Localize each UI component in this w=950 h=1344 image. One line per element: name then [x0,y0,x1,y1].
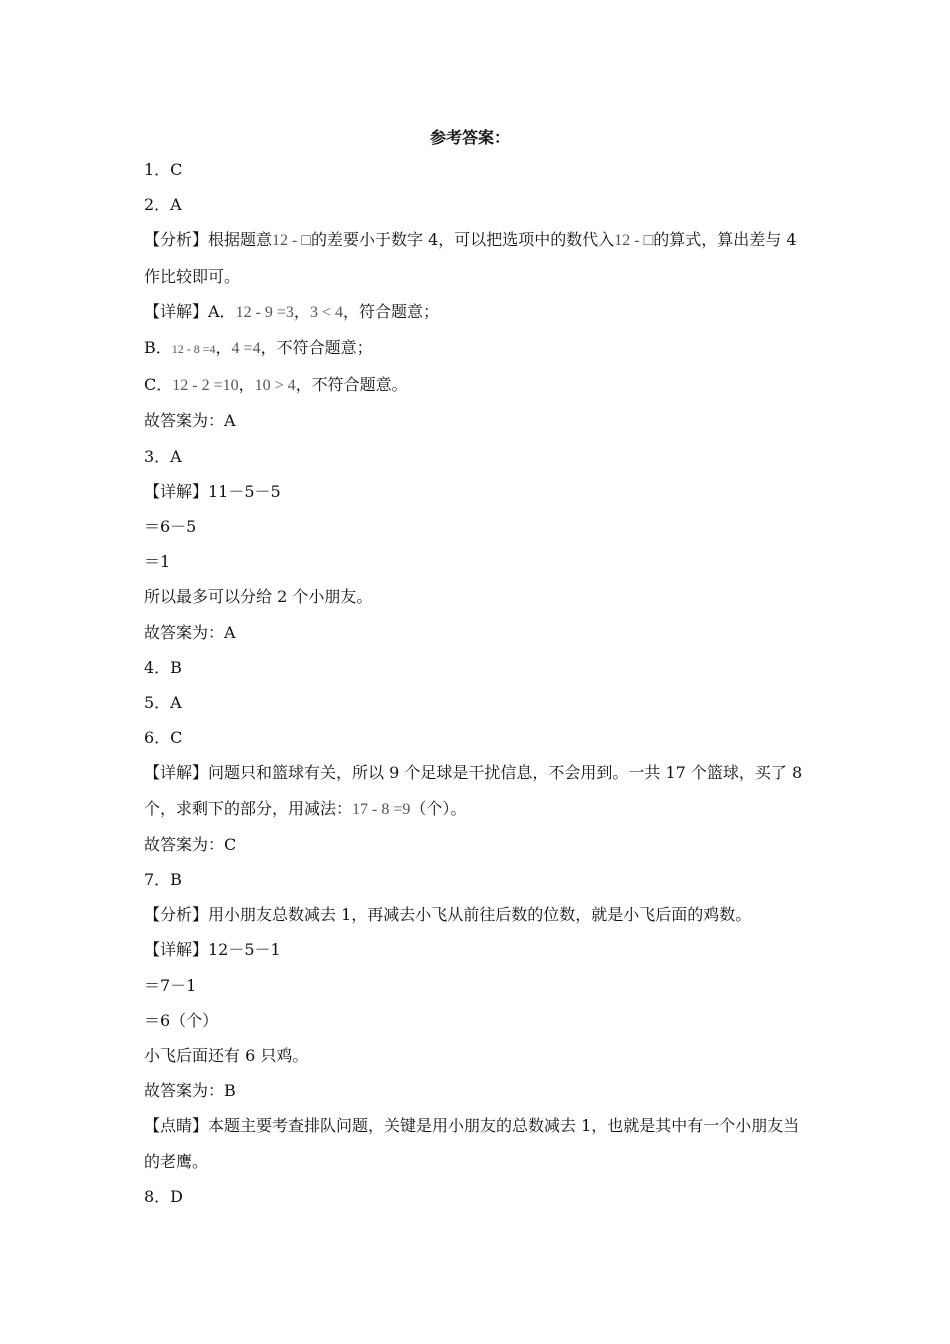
detail-2-a-formula-1: 12 - 9 =3 [235,303,294,321]
answer-2: 2．A [144,195,182,215]
detail-3-step-1: 【详解】11－5－5 [144,481,281,501]
answer-3: 3．A [144,446,182,466]
answer-key-title: 参考答案： [429,128,510,147]
detail-7-step-3: ＝6（个） [144,1010,219,1030]
detail-2-c-label: C． [144,375,173,395]
detail-2-c-comma: ， [238,375,255,395]
detail-6-text-b: （个）。 [410,798,467,818]
conclusion-2: 故答案为：A [144,411,236,431]
detail-7-statement: 小飞后面还有 6 只鸡。 [144,1046,309,1066]
analysis-2-formula-1: 12 - □ [272,232,312,250]
analysis-2-formula-2: 12 - □ [614,232,654,250]
conclusion-3: 故答案为：A [144,622,236,642]
detail-7-step-1: 【详解】12－5－1 [144,940,281,960]
analysis-7: 【分析】用小朋友总数减去 1，再减去小飞从前往后数的位数，就是小飞后面的鸡数。 [144,905,752,925]
answer-6: 6．C [144,728,183,748]
analysis-2-text-c: 的算式，算出差与 4 作比较即可。 [144,230,797,286]
detail-7-step-2: ＝7－1 [144,975,197,995]
detail-2-a-comma: ， [293,301,310,321]
detail-3-step-3: ＝1 [144,552,171,572]
conclusion-6: 故答案为：C [144,834,237,854]
detail-2-b-comma: ， [215,338,232,358]
answer-4: 4．B [144,657,182,677]
detail-2-c-formula-2: 10 > 4 [254,377,296,395]
analysis-2 [144,222,814,293]
detail-2-b-text: ，不符合题意； [260,338,373,358]
detail-2-c-text: ，不符合题意。 [295,375,408,395]
key-point-7: 【点睛】本题主要考查排队问题，关键是用小朋友的总数减去 1，也就是其中有一个小朋友当的老鹰。 [144,1116,800,1171]
detail-2-option-b [144,330,814,367]
analysis-2-text-a: 【分析】根据题意 [144,230,273,250]
detail-6-text-a: 【详解】问题只和篮球有关，所以 9 个足球是干扰信息，不会用到。一共 17 个篮球，买了 8 个，求剩下的部分，用减法： [144,763,803,818]
detail-3-step-2: ＝6－5 [144,517,197,537]
answer-7: 7．B [144,870,182,890]
detail-2-b-formula-2: 4 =4 [231,340,261,358]
detail-2-b-label: B． [144,338,172,358]
answer-8: 8．D [144,1186,184,1206]
detail-2-a-label: 【详解】A． [144,301,236,321]
detail-2-option-a [144,294,814,330]
conclusion-7: 故答案为：B [144,1081,236,1101]
detail-6-formula: 17 - 8 =9 [352,800,411,818]
detail-2-a-formula-2: 3 < 4 [309,303,343,321]
answer-5: 5．A [144,693,182,713]
analysis-2-text-b: 的差要小于数字 4，可以把选项中的数代入 [311,230,615,250]
answer-content [144,152,814,1214]
detail-2-a-text: ，符合题意； [342,301,439,321]
detail-2-c-formula-1: 12 - 2 =10 [172,377,239,395]
detail-2-b-formula-1: 12 - 8 =4 [171,342,216,357]
answer-1: 1．C [144,160,183,179]
detail-2-option-c [144,367,814,403]
detail-6 [144,755,814,826]
detail-3-statement: 所以最多可以分给 2 个小朋友。 [144,587,373,607]
